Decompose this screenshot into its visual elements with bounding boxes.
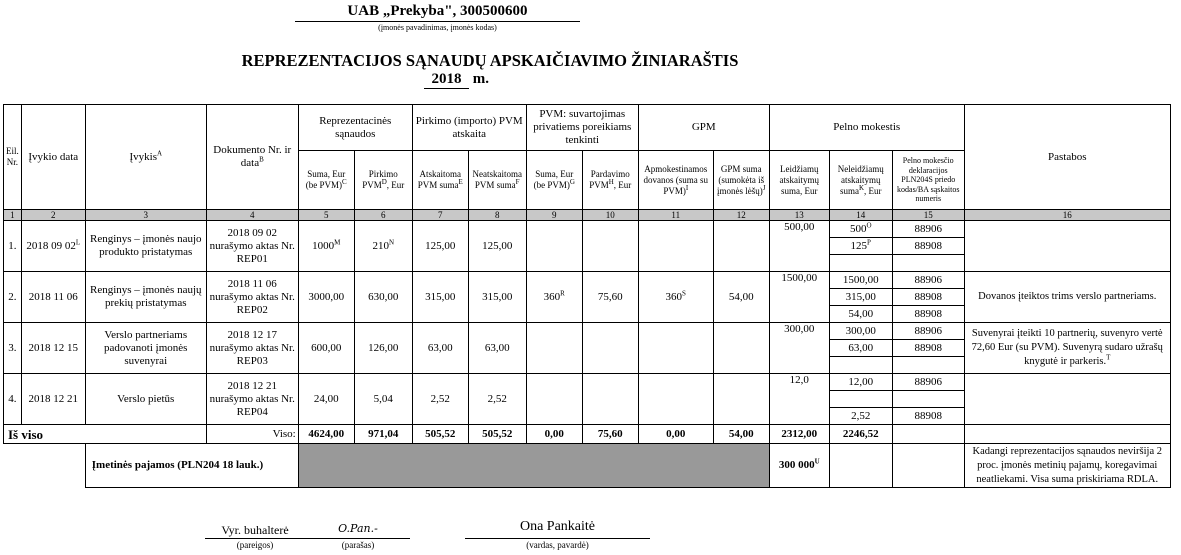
row-private-vat	[582, 323, 638, 374]
column-number-row	[4, 210, 1171, 221]
income-gray-area	[298, 444, 769, 488]
total-vat-deductible: 505,52	[412, 425, 468, 444]
row-gpm-gift	[638, 323, 713, 374]
col-number: 15	[892, 210, 964, 221]
row-vat-deductible: 2,52	[412, 374, 468, 425]
col-number: 14	[829, 210, 892, 221]
caption-name: (vardas, pavardė)	[526, 540, 589, 550]
col8-header: Neatskaitoma PVM suma$^F$	[468, 151, 526, 210]
col14-header: Neleidžiamų atskaitymų suma$^K$, Eur	[829, 151, 892, 210]
col-number: 6	[354, 210, 412, 221]
group-vat-deduction-header: Pirkimo (importo) PVM atskaita	[412, 105, 526, 151]
row-nr: 3.	[4, 323, 22, 374]
row-gpm-sum	[713, 221, 769, 272]
company-name: UAB „Prekyba", 300500600	[347, 3, 528, 19]
income-empty-2	[892, 444, 964, 488]
row-vat-nondeductible: 125,00	[468, 221, 526, 272]
total-gpm-sum: 54,00	[713, 425, 769, 444]
row-document: 2018 11 06 nurašymo aktas Nr. REP02	[206, 272, 298, 323]
col-number: 13	[769, 210, 829, 221]
row-notes	[964, 221, 1170, 272]
row-nr: 2.	[4, 272, 22, 323]
total-vat-nondeductible: 505,52	[468, 425, 526, 444]
income-notes: Kadangi reprezentacijos sąnaudos neviršija 2 proc. įmonės metinių pajamų, koregavimai neatliekami. Visa suma priskiriama RDLA.	[964, 444, 1170, 488]
expense-table	[3, 104, 1171, 488]
row-vat-deductible: 63,00	[412, 323, 468, 374]
row-document: 2018 09 02 nurašymo aktas Nr. REP01	[206, 221, 298, 272]
row-vat-deductible: 125,00	[412, 221, 468, 272]
income-value: 300 $000^U$	[769, 444, 829, 488]
col-number: 5	[298, 210, 354, 221]
signer-name: Ona Pankaitė	[519, 519, 596, 534]
row-non-allowed: 300,00	[829, 323, 892, 340]
caption-signature: (parašas)	[341, 540, 375, 550]
table-row	[4, 374, 1171, 391]
signature-line	[205, 538, 410, 539]
row-vat-nondeductible: 63,00	[468, 323, 526, 374]
col-number: 7	[412, 210, 468, 221]
row-allowed: 12,0	[769, 374, 829, 425]
group-gpm-header: GPM	[638, 105, 769, 151]
col-number: 3	[85, 210, 206, 221]
col6-header: Pirkimo $PVM^D$, Eur	[354, 151, 412, 210]
col-notes-header: Pastabos	[964, 105, 1170, 210]
row-event: Renginys – įmonės naujų prekių pristatymas	[85, 272, 206, 323]
col-number: 4	[206, 210, 298, 221]
row-nr: 4.	[4, 374, 22, 425]
row-non-allowed: 54,00	[829, 306, 892, 323]
row-non-allowed: $125^P$	[829, 238, 892, 255]
row-code: 88906	[892, 323, 964, 340]
row-non-allowed: $500^O$	[829, 221, 892, 238]
row-rep-vat: 126,00	[354, 323, 412, 374]
row-rep-sum: $1000^M$	[298, 221, 354, 272]
row-gpm-sum	[713, 374, 769, 425]
row-event: Renginys – įmonės naujo produkto pristatymas	[85, 221, 206, 272]
total-gpm-gift: 0,00	[638, 425, 713, 444]
row-allowed: 300,00	[769, 323, 829, 374]
signature-mark: O.Pan.-	[338, 522, 378, 535]
row-rep-sum: 3000,00	[298, 272, 354, 323]
total-notes-empty	[964, 425, 1170, 444]
row-code: 88908	[892, 289, 964, 306]
col-event-header: Įvykis$^A$	[85, 105, 206, 210]
row-code	[892, 391, 964, 408]
col-number: 1	[4, 210, 22, 221]
row-notes: Suvenyrai įteikti 10 partnerių, suvenyro vertė 72,60 Eur (su PVM). Suvenyrą sudaro užrašų knygutė ir parkeris.$^T$	[964, 323, 1170, 374]
caption-position: (pareigos)	[236, 540, 274, 550]
row-non-allowed: 315,00	[829, 289, 892, 306]
row-code: 88906	[892, 374, 964, 391]
row-code: 88908	[892, 306, 964, 323]
row-code: 88906	[892, 221, 964, 238]
group-representation-header: Reprezentacinės sąnaudos	[298, 105, 412, 151]
row-vat-nondeductible: 315,00	[468, 272, 526, 323]
row-code: 88908	[892, 238, 964, 255]
row-code: 88908	[892, 408, 964, 425]
col-number: 16	[964, 210, 1170, 221]
report-year	[424, 71, 504, 89]
total-rep-vat: 971,04	[354, 425, 412, 444]
col15-header: Pelno mokesčio deklaracijos PLN204S priedo kodas/BA sąskaitos numeris	[892, 151, 964, 210]
row-gpm-sum	[713, 323, 769, 374]
row-date: 2018 11 06	[21, 272, 85, 323]
row-gpm-sum: 54,00	[713, 272, 769, 323]
row-event: Verslo partneriams padovanoti įmonės suvenyrai	[85, 323, 206, 374]
row-gpm-gift: $360^S$	[638, 272, 713, 323]
row-code: 88906	[892, 272, 964, 289]
col9-header: Suma, Eur (be PVM)$^G$	[526, 151, 582, 210]
row-code: 88908	[892, 340, 964, 357]
row-notes: Dovanos įteiktos trims verslo partneriams.	[964, 272, 1170, 323]
col-number: 9	[526, 210, 582, 221]
income-row	[4, 444, 1171, 488]
row-date: 2018 09 $02^L$	[21, 221, 85, 272]
row-date: 2018 12 15	[21, 323, 85, 374]
group-vat-private-header: PVM: suvartojimas privatiems poreikiams tenkinti	[526, 105, 638, 151]
row-event: Verslo pietūs	[85, 374, 206, 425]
row-rep-vat: 630,00	[354, 272, 412, 323]
row-nr: 1.	[4, 221, 22, 272]
table-row	[4, 272, 1171, 289]
col-doc-header: Dokumento Nr. ir data$^B$	[206, 105, 298, 210]
row-private-sum	[526, 374, 582, 425]
row-private-vat	[582, 221, 638, 272]
row-rep-vat: 5,04	[354, 374, 412, 425]
col-date-header: Įvykio data	[21, 105, 85, 210]
row-allowed: 1500,00	[769, 272, 829, 323]
row-rep-sum: 600,00	[298, 323, 354, 374]
row-gpm-gift	[638, 374, 713, 425]
row-document: 2018 12 17 nurašymo aktas Nr. REP03	[206, 323, 298, 374]
totals-label: Iš viso	[4, 425, 207, 444]
row-gpm-gift	[638, 221, 713, 272]
row-private-sum	[526, 323, 582, 374]
row-non-allowed	[829, 357, 892, 374]
total-allowed: 2312,00	[769, 425, 829, 444]
total-code-empty	[892, 425, 964, 444]
income-empty-1	[829, 444, 892, 488]
name-line	[465, 538, 650, 539]
year-suffix: m.	[472, 71, 489, 87]
year-value: 2018	[424, 71, 469, 89]
col5-header: Suma, Eur (be PVM)$^C$	[298, 151, 354, 210]
row-private-vat: 75,60	[582, 272, 638, 323]
row-vat-nondeductible: 2,52	[468, 374, 526, 425]
document-title: REPREZENTACIJOS SĄNAUDŲ APSKAIČIAVIMO ŽINIARAŠTIS	[241, 51, 739, 70]
col13-header: Leidžiamų atskaitymų suma, Eur	[769, 151, 829, 210]
row-code	[892, 357, 964, 374]
row-vat-deductible: 315,00	[412, 272, 468, 323]
col12-header: GPM suma (sumokėta iš įmonės lėšų)$^J$	[713, 151, 769, 210]
total-private-vat: 75,60	[582, 425, 638, 444]
total-non-allowed: 2246,52	[829, 425, 892, 444]
col-number: 2	[21, 210, 85, 221]
row-non-allowed: 12,00	[829, 374, 892, 391]
total-private-sum: 0,00	[526, 425, 582, 444]
income-label: Įmetinės pajamos (PLN204 18 lauk.)	[85, 444, 298, 488]
col-nr-header: Eil. Nr.	[4, 105, 22, 210]
row-private-sum	[526, 221, 582, 272]
col-number: 10	[582, 210, 638, 221]
totals-row	[4, 425, 1171, 444]
row-non-allowed: 63,00	[829, 340, 892, 357]
col-number: 11	[638, 210, 713, 221]
table-row	[4, 221, 1171, 238]
row-document: 2018 12 21 nurašymo aktas Nr. REP04	[206, 374, 298, 425]
totals-viso: Viso:	[206, 425, 298, 444]
row-rep-vat: $210^N$	[354, 221, 412, 272]
row-non-allowed	[829, 391, 892, 408]
row-date: 2018 12 21	[21, 374, 85, 425]
table-row	[4, 323, 1171, 340]
row-private-vat	[582, 374, 638, 425]
col-number: 12	[713, 210, 769, 221]
col11-header: Apmokestinamos dovanos (suma su PVM)$^I$	[638, 151, 713, 210]
col-number: 8	[468, 210, 526, 221]
row-non-allowed: 2,52	[829, 408, 892, 425]
col7-header: Atskaitoma PVM suma$^E$	[412, 151, 468, 210]
total-rep-sum: 4624,00	[298, 425, 354, 444]
row-non-allowed	[829, 255, 892, 272]
row-non-allowed: 1500,00	[829, 272, 892, 289]
row-allowed: 500,00	[769, 221, 829, 272]
col10-header: Pardavimo $PVM^H$, Eur	[582, 151, 638, 210]
group-profit-tax-header: Pelno mokestis	[769, 105, 964, 151]
row-private-sum: $360^R$	[526, 272, 582, 323]
row-notes	[964, 374, 1170, 425]
row-rep-sum: 24,00	[298, 374, 354, 425]
row-code	[892, 255, 964, 272]
company-caption: (įmonės pavadinimas, įmonės kodas)	[378, 23, 497, 32]
signature-position: Vyr. buhalterė	[221, 523, 289, 537]
